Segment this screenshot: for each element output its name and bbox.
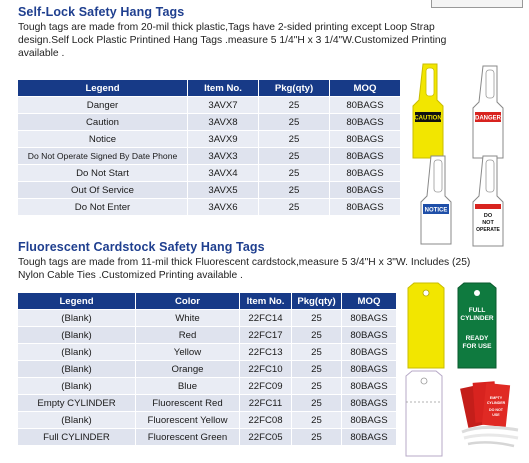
table-row (18, 148, 400, 164)
cell: 80BAGS (330, 114, 400, 130)
cell: White (136, 310, 239, 326)
cell: Empty CYLINDER (18, 395, 135, 411)
col-color: Color (136, 293, 239, 309)
cell: Red (136, 327, 239, 343)
cell: 25 (259, 97, 329, 113)
cell: 22FC11 (240, 395, 291, 411)
red-tag-line: USE (492, 413, 500, 417)
cell: Do Not Operate Signed By Date Phone (18, 148, 187, 164)
do-not-operate-tag (473, 156, 503, 246)
cell: Fluorescent Red (136, 395, 239, 411)
caution-tag (413, 64, 443, 158)
cell: Caution (18, 114, 187, 130)
col-legend: Legend (18, 293, 135, 309)
cell: 22FC13 (240, 344, 291, 360)
section2-title: Fluorescent Cardstock Safety Hang Tags (18, 240, 265, 254)
cell: 22FC05 (240, 429, 291, 445)
col-item-no: Item No. (188, 80, 258, 96)
cell: 80BAGS (342, 310, 396, 326)
cell: 3AVX3 (188, 148, 258, 164)
cell: 3AVX4 (188, 165, 258, 181)
cell: Do Not Start (18, 165, 187, 181)
cell: 25 (259, 182, 329, 198)
cell: 25 (292, 412, 341, 428)
table-row (18, 395, 396, 411)
cell: 22FC09 (240, 378, 291, 394)
cell: 25 (292, 327, 341, 343)
cell: 80BAGS (342, 395, 396, 411)
cell: 3AVX5 (188, 182, 258, 198)
cell: 3AVX9 (188, 131, 258, 147)
cell: 80BAGS (342, 429, 396, 445)
green-tag-line: CYLINDER (460, 315, 494, 322)
cell: 3AVX6 (188, 199, 258, 215)
section1-title: Self-Lock Safety Hang Tags (18, 5, 185, 19)
cell: 25 (292, 395, 341, 411)
cell: Yellow (136, 344, 239, 360)
cell: 25 (259, 165, 329, 181)
cell: (Blank) (18, 327, 135, 343)
full-cylinder-tag (458, 283, 496, 368)
yellow-blank-tag (408, 283, 444, 368)
col-moq: MOQ (342, 293, 396, 309)
col-legend: Legend (18, 80, 187, 96)
cell: (Blank) (18, 344, 135, 360)
green-tag-line: READY (465, 335, 489, 342)
cell: 25 (259, 114, 329, 130)
cell: 22FC17 (240, 327, 291, 343)
red-tag-line: DO NOT (489, 408, 503, 412)
desc-line: design.Self Lock Plastic Printined Hang Tags .measure 5 1/4"H x 3 1/4"W.Customized Printing (18, 35, 447, 46)
table-row (18, 97, 400, 113)
corner-thumbnail (431, 0, 523, 8)
cell: 25 (292, 310, 341, 326)
self-lock-table (17, 79, 401, 216)
col-item-no: Item No. (240, 293, 291, 309)
self-lock-tags-illustration (405, 62, 527, 248)
cell: 3AVX7 (188, 97, 258, 113)
table-row (18, 429, 396, 445)
cell: 25 (259, 199, 329, 215)
desc-line: Tough tags are made from 20-mil thick plastic,Tags have 2-sided printing except Loop Strap (18, 22, 435, 33)
desc-line: available . (18, 48, 65, 59)
cell: Out Of Service (18, 182, 187, 198)
white-perforated-tag (406, 371, 442, 456)
table-header-row (18, 80, 400, 96)
cell: 3AVX8 (188, 114, 258, 130)
dno-tag-line: NOT (482, 220, 494, 226)
cell: Fluorescent Green (136, 429, 239, 445)
table-row (18, 412, 396, 428)
cell: 25 (292, 344, 341, 360)
cell: (Blank) (18, 361, 135, 377)
table-row (18, 165, 400, 181)
notice-tag-text: NOTICE (424, 207, 448, 214)
cell: 22FC14 (240, 310, 291, 326)
cell: Do Not Enter (18, 199, 187, 215)
caution-tag-text: CAUTION (414, 115, 442, 122)
danger-tag (473, 66, 503, 158)
cell: (Blank) (18, 412, 135, 428)
table-row (18, 327, 396, 343)
cell: 22FC08 (240, 412, 291, 428)
cell: Full CYLINDER (18, 429, 135, 445)
table-row (18, 114, 400, 130)
cell: 80BAGS (342, 412, 396, 428)
table-row (18, 344, 396, 360)
cell: 80BAGS (342, 344, 396, 360)
cell: (Blank) (18, 310, 135, 326)
table-row (18, 131, 400, 147)
cell: 80BAGS (330, 131, 400, 147)
table-row (18, 361, 396, 377)
table-row (18, 182, 400, 198)
danger-tag-text: DANGER (474, 115, 502, 122)
table-header-row (18, 293, 396, 309)
dno-tag-line: OPERATE (476, 227, 500, 233)
cell: 25 (259, 148, 329, 164)
cell: Danger (18, 97, 187, 113)
cell: 80BAGS (330, 199, 400, 215)
cell: Notice (18, 131, 187, 147)
cell: 25 (292, 361, 341, 377)
col-pkg-qty: Pkg(qty) (259, 80, 329, 96)
cell: 25 (259, 131, 329, 147)
cell: (Blank) (18, 378, 135, 394)
col-moq: MOQ (330, 80, 400, 96)
red-tag-line: CYLINDER (486, 401, 506, 405)
cell: 25 (292, 378, 341, 394)
cardstock-table (17, 292, 397, 446)
col-pkg-qty: Pkg(qty) (292, 293, 341, 309)
cell: Blue (136, 378, 239, 394)
cell: 80BAGS (330, 97, 400, 113)
cell: 80BAGS (342, 361, 396, 377)
green-tag-line: FOR USE (462, 343, 492, 350)
cell: Fluorescent Yellow (136, 412, 239, 428)
section2-description (18, 256, 470, 282)
cardstock-tags-illustration (398, 282, 526, 460)
cell: 22FC10 (240, 361, 291, 377)
cell: 25 (292, 429, 341, 445)
table-row (18, 310, 396, 326)
cell: 80BAGS (330, 182, 400, 198)
table-row (18, 199, 400, 215)
cell: Orange (136, 361, 239, 377)
empty-cylinder-tags (460, 381, 518, 446)
cell: 80BAGS (330, 165, 400, 181)
desc-line: Tough tags are made from 11-mil thick Fluorescent cardstock,measure 5 3/4"H x 3"W. Includes (25) (18, 257, 471, 268)
notice-tag (421, 156, 451, 244)
desc-line: Nylon Cable Ties .Customized Printing available . (18, 270, 243, 281)
section1-description (18, 21, 446, 60)
cell: 80BAGS (330, 148, 400, 164)
cell: 80BAGS (342, 378, 396, 394)
table-row (18, 378, 396, 394)
red-tag-line: EMPTY (489, 396, 503, 400)
green-tag-line: FULL (468, 307, 486, 314)
dno-tag-line: DO (483, 213, 493, 219)
cell: 80BAGS (342, 327, 396, 343)
